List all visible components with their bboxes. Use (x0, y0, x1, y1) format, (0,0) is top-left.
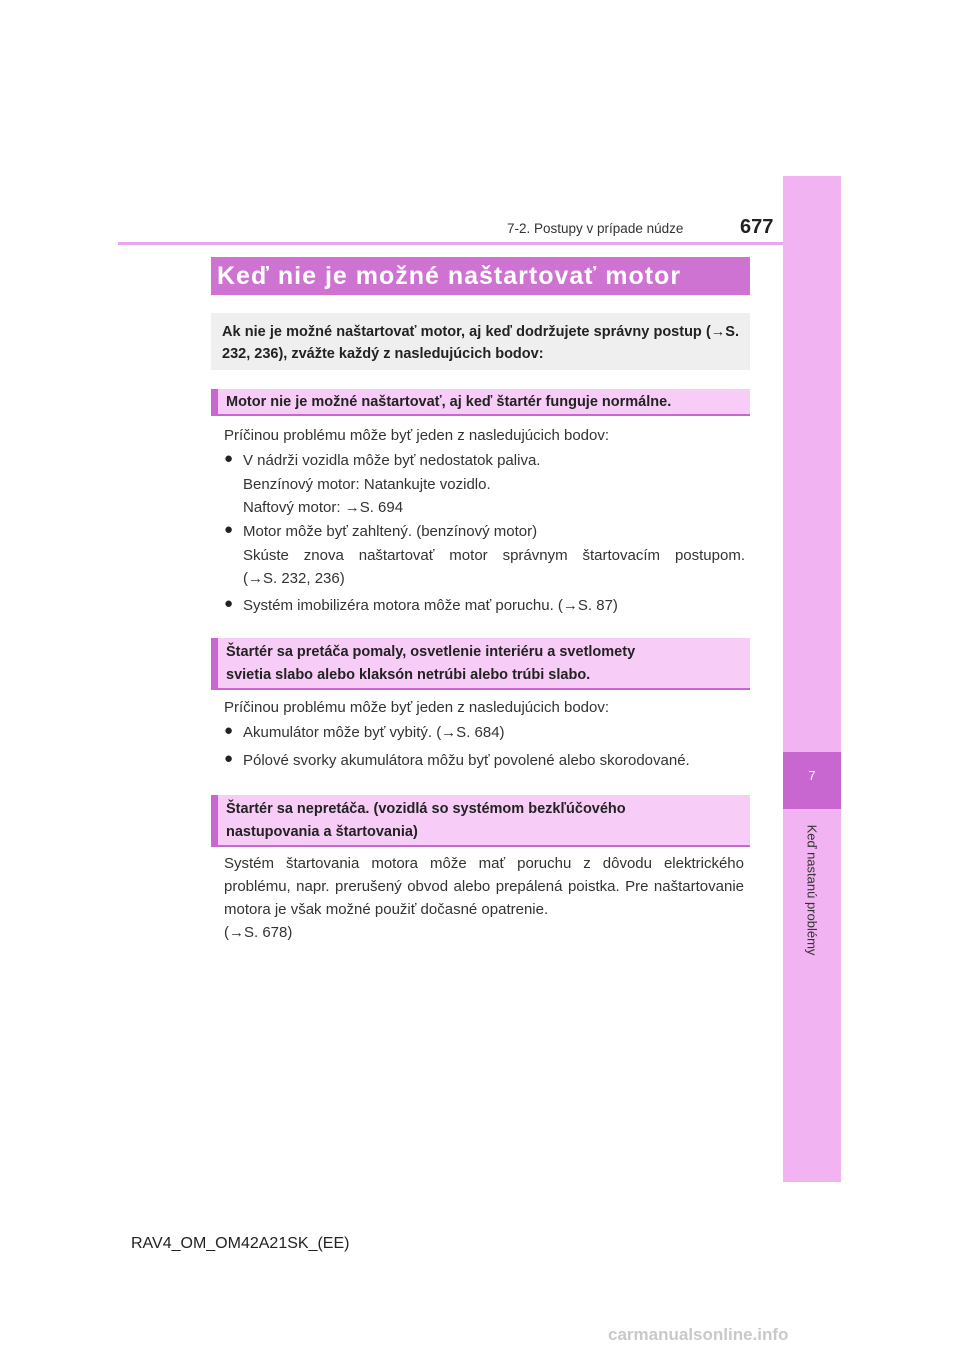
bullet-line: (→S. 232, 236) (243, 570, 345, 587)
page-title: Keď nie je možné naštartovať motor (211, 257, 750, 295)
bullet-line: Motor môže byť zahltený. (benzínový motor) (243, 523, 538, 540)
bullet-line: Benzínový motor: Natankujte vozidlo. (243, 475, 491, 493)
chapter-label: Keď nastanú problémy (804, 824, 820, 956)
subsection-heading-line: svietia slabo alebo klaksón netrúbi alebo trúbi slabo. (226, 667, 591, 683)
bullet-item (243, 449, 745, 520)
bullet-icon: ● (224, 595, 234, 612)
bullet-line: Skúste znova naštartovať motor správnym štartovacím postupom. (243, 546, 745, 564)
intro-note: Ak nie je možné naštartovať motor, aj keď dodržujete správny postup (→S. 232, 236), zvážte každý z nasledujúcich bodov: (211, 313, 750, 370)
bullet-item (243, 721, 745, 745)
bullet-line: Naftový motor: →S. 694 (243, 499, 404, 516)
bullet-icon: ● (224, 722, 234, 739)
watermark: carmanualsonline.info (608, 1325, 789, 1344)
bullet-icon: ● (224, 521, 234, 538)
bullet-icon: ● (224, 750, 234, 767)
bullet-item (243, 749, 745, 773)
bullet-item (243, 520, 745, 591)
section-header: 7-2. Postupy v prípade núdze (507, 221, 684, 236)
chapter-side-tab (783, 176, 841, 1182)
bullet-line: V nádrži vozidla môže byť nedostatok paliva. (243, 452, 541, 469)
subsection-3-text: Systém štartovania motora môže mať poruchu z dôvodu elektrického problému, napr. prerušený obvod alebo prepálená poistka. Pre naštartovanie motora je však možné použiť dočasné opatrenie. (224, 855, 744, 918)
page-number: 677 (740, 216, 774, 238)
subsection-heading-line: Štartér sa pretáča pomaly, osvetlenie interiéru a svetlomety (226, 644, 636, 660)
subsection-3-body (224, 852, 744, 944)
subsection-1-lead: Príčinou problému môže byť jeden z nasledujúcich bodov: (224, 427, 610, 444)
bullet-line: Akumulátor môže byť vybitý. (→S. 684) (243, 724, 505, 741)
subsection-heading-line: nastupovania a štartovania) (226, 824, 418, 840)
subsection-heading-2 (211, 638, 750, 690)
bullet-icon: ● (224, 450, 234, 467)
subsection-heading-line: Štartér sa nepretáča. (vozidlá so systémom bezkľúčového (226, 801, 626, 817)
document-code: RAV4_OM_OM42A21SK_(EE) (131, 1235, 350, 1252)
bullet-line: Pólové svorky akumulátora môžu byť povolené alebo skorodované. (243, 752, 690, 769)
bullet-line: Systém imobilizéra motora môže mať poruchu. (→S. 87) (243, 597, 618, 614)
subsection-heading-3 (211, 795, 750, 847)
subsection-heading-1: Motor nie je možné naštartovať, aj keď štartér funguje normálne. (211, 389, 750, 416)
subsection-3-ref: (→S. 678) (224, 924, 293, 941)
header-divider (118, 242, 783, 245)
subsection-2-lead: Príčinou problému môže byť jeden z nasledujúcich bodov: (224, 699, 610, 716)
bullet-item (243, 594, 745, 618)
chapter-number: 7 (808, 768, 816, 783)
